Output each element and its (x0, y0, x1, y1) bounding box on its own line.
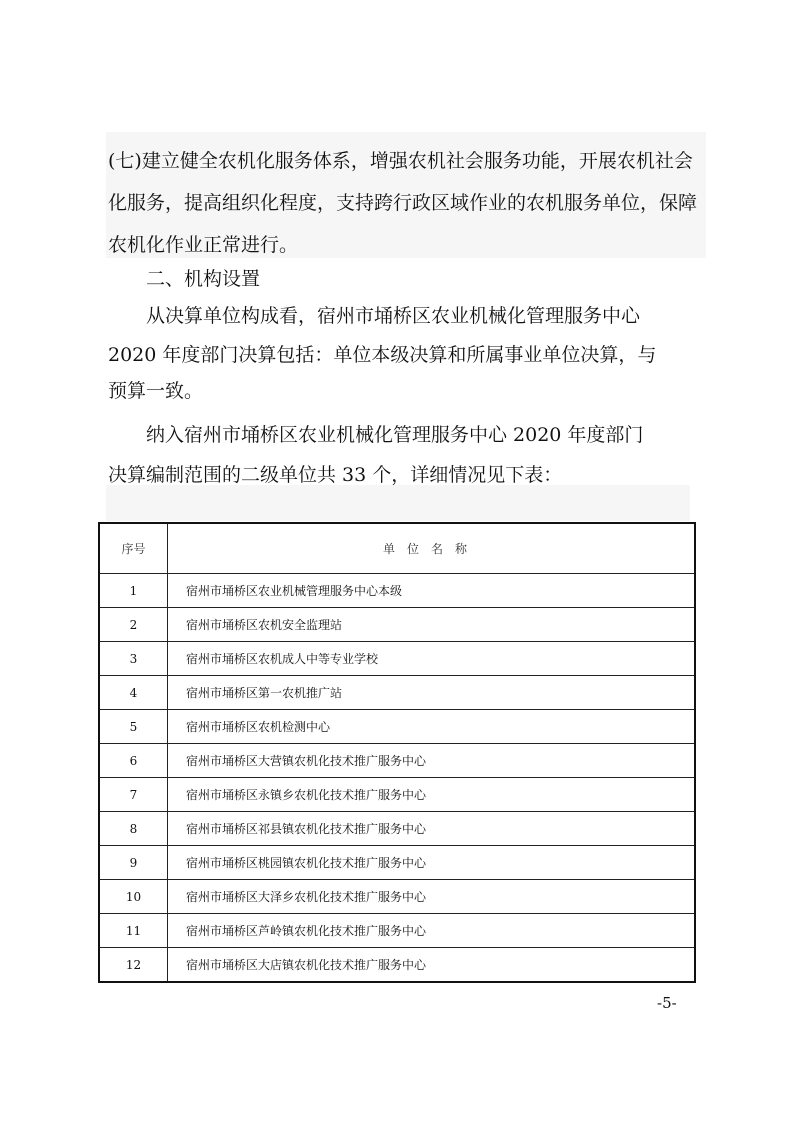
paragraph-highlight (106, 485, 690, 521)
row-index: 1 (99, 574, 168, 608)
row-index: 2 (99, 608, 168, 642)
table-row (99, 880, 695, 914)
row-index: 4 (99, 676, 168, 710)
table-row (99, 608, 695, 642)
row-unit-name: 宿州市埇桥区桃园镇农机化技术推广服务中心 (168, 846, 696, 880)
unit-table (98, 522, 696, 983)
paragraph-line: 决算编制范围的二级单位共 33 个，详细情况见下表： (108, 464, 563, 486)
paragraph-line: 化服务，提高组织化程度，支持跨行政区域作业的农机服务单位，保障 (108, 192, 698, 214)
table-row (99, 846, 695, 880)
row-unit-name: 宿州市埇桥区农机安全监理站 (168, 608, 696, 642)
page-number: -5- (657, 994, 677, 1012)
row-index: 9 (99, 846, 168, 880)
section-heading: 二、机构设置 (146, 268, 261, 290)
table-row (99, 812, 695, 846)
paragraph-line: 2020 年度部门决算包括：单位本级决算和所属事业单位决算，与 (108, 344, 657, 366)
row-unit-name: 宿州市埇桥区大泽乡农机化技术推广服务中心 (168, 880, 696, 914)
row-unit-name: 宿州市埇桥区农机检测中心 (168, 710, 696, 744)
table-row (99, 574, 695, 608)
paragraph-line: 从决算单位构成看，宿州市埇桥区农业机械化管理服务中心 (146, 305, 641, 327)
row-unit-name: 宿州市埇桥区祁县镇农机化技术推广服务中心 (168, 812, 696, 846)
row-index: 3 (99, 642, 168, 676)
table-row (99, 642, 695, 676)
row-unit-name: 宿州市埇桥区大店镇农机化技术推广服务中心 (168, 948, 696, 983)
header-index: 序号 (99, 523, 168, 574)
row-unit-name: 宿州市埇桥区农机成人中等专业学校 (168, 642, 696, 676)
table-row (99, 710, 695, 744)
paragraph-line: (七)建立健全农机化服务体系，增强农机社会服务功能，开展农机社会 (108, 150, 693, 172)
paragraph-line: 纳入宿州市埇桥区农业机械化管理服务中心 2020 年度部门 (146, 424, 644, 446)
row-index: 12 (99, 948, 168, 983)
paragraph-line: 农机化作业正常进行。 (108, 234, 299, 256)
table-row (99, 778, 695, 812)
row-unit-name: 宿州市埇桥区大营镇农机化技术推广服务中心 (168, 744, 696, 778)
table-header-row (99, 523, 695, 574)
table-row (99, 676, 695, 710)
table-row (99, 914, 695, 948)
row-unit-name: 宿州市埇桥区农业机械管理服务中心本级 (168, 574, 696, 608)
row-index: 10 (99, 880, 168, 914)
table-row (99, 948, 695, 983)
row-index: 7 (99, 778, 168, 812)
row-index: 6 (99, 744, 168, 778)
paragraph-line: 预算一致。 (108, 380, 204, 402)
table-row (99, 744, 695, 778)
row-unit-name: 宿州市埇桥区第一农机推广站 (168, 676, 696, 710)
header-unit-name: 单位名称 (168, 523, 696, 574)
row-unit-name: 宿州市埇桥区芦岭镇农机化技术推广服务中心 (168, 914, 696, 948)
row-index: 5 (99, 710, 168, 744)
row-index: 8 (99, 812, 168, 846)
row-index: 11 (99, 914, 168, 948)
row-unit-name: 宿州市埇桥区永镇乡农机化技术推广服务中心 (168, 778, 696, 812)
